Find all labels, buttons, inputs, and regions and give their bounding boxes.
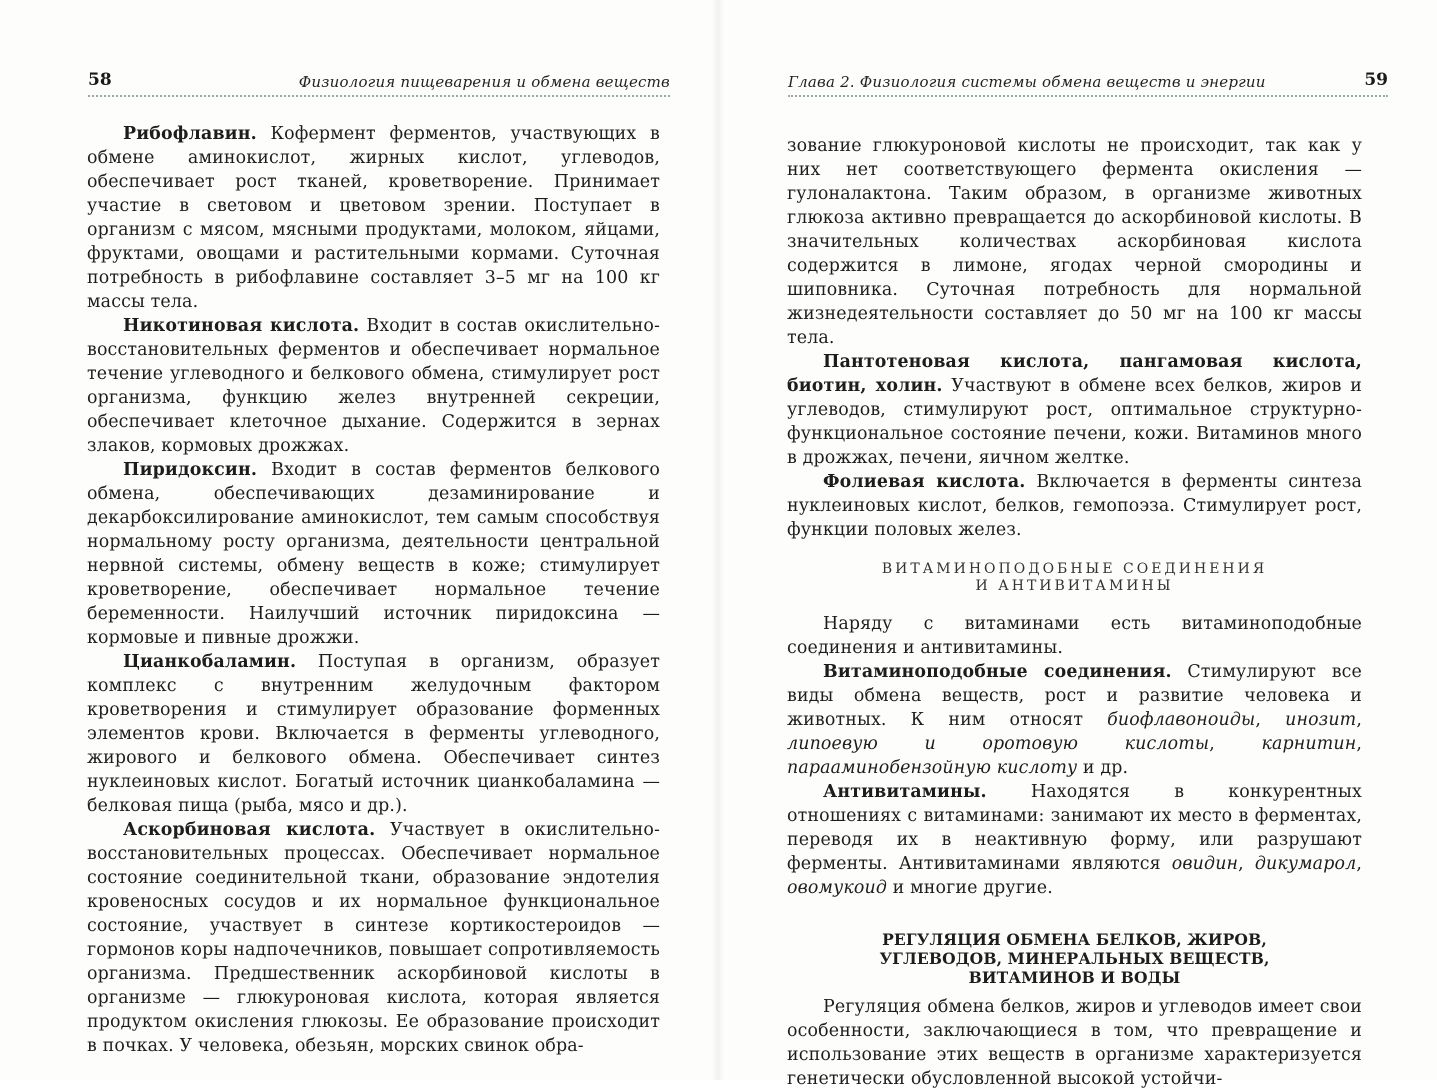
paragraph-text: Входит в состав окислительно-восстановительных ферментов и обеспечивает нормальное течение углеводного и белкового обмена, стимулирует рост организма, функцию желез внутренней секреции, обеспечивает клеточное дыхание. Содержится в зернах злаков, кормовых дрожжах. xyxy=(87,316,660,456)
right-page xyxy=(722,0,1437,1089)
section-heading xyxy=(787,930,1362,987)
right-page-header xyxy=(788,70,1388,96)
term: Витаминоподобные соединения. xyxy=(823,662,1172,682)
paragraph-continuation: зование глюкуроновой кислоты не происходит, так как у них нет соответствующего фермента окисления — гулоналактона. Таким образом, в организме животных глюкоза активно превращается до аскорбиновой кислоты. В значительных количествах аскорбиновая кислота содержится в лимоне, ягодах черной смородины и шиповника. Суточная потребность для нормальной жизнедеятельности составляет до 50 мг на 100 кг массы тела. xyxy=(787,136,1362,348)
heading-line: РЕГУЛЯЦИЯ ОБМЕНА БЕЛКОВ, ЖИРОВ, xyxy=(882,930,1267,949)
section-subheading xyxy=(787,561,1362,595)
subheading-line: ВИТАМИНОПОДОБНЫЕ СОЕДИНЕНИЯ xyxy=(881,561,1268,577)
paragraph-riboflavin xyxy=(87,122,660,314)
paragraph-folic-acid xyxy=(787,470,1362,542)
term: Цианкобаламин. xyxy=(123,652,297,672)
heading-line: ВИТАМИНОВ И ВОДЫ xyxy=(968,968,1181,987)
paragraph-nicotinic-acid xyxy=(87,314,660,458)
paragraph-pantothenic xyxy=(787,350,1362,470)
header-rule xyxy=(88,95,670,97)
paragraph-end: и многие другие. xyxy=(887,878,1053,898)
italic-term: овидин xyxy=(1171,854,1239,874)
separator: , xyxy=(1238,854,1255,874)
paragraph-regulation: Регуляция обмена белков, жиров и углеводов имеет свои особенности, заключающиеся в том, что превращение и использование этих веществ в организме характеризуется генетически обусловленной высокой устойчи- xyxy=(787,997,1362,1089)
left-page xyxy=(0,0,715,1080)
heading-line: УГЛЕВОДОВ, МИНЕРАЛЬНЫХ ВЕЩЕСТВ, xyxy=(879,949,1270,968)
paragraph-end: и др. xyxy=(1077,758,1129,778)
separator: , xyxy=(1356,854,1363,874)
paragraph-text: Находятся в конкурентных отношениях с витаминами: занимают их место в ферментах, переводя их в неактивную форму, или разрушают ферменты. Антивитаминами являются xyxy=(787,782,1362,874)
paragraph-text: Включается в ферменты синтеза нуклеиновых кислот, белков, гемопоэза. Стимулирует рост, функции половых желез. xyxy=(787,472,1363,540)
paragraph-text: Входит в состав ферментов белкового обмена, обеспечивающих дезаминирование и декарбоксилирование аминокислот, тем самым способствуя нормальному росту организма, деятельности центральной нервной системы, обмену веществ в коже; стимулирует кроветворение, обеспечивает нормальное течение беременности. Наилучший источник пиридоксина — кормовые и пивные дрожжи. xyxy=(87,460,660,648)
separator: , xyxy=(1356,734,1363,754)
term: Антивитамины. xyxy=(823,782,987,802)
left-page-header xyxy=(88,70,670,96)
paragraph-cyanocobalamin xyxy=(87,650,660,818)
left-page-body xyxy=(87,122,660,1058)
italic-term: биофлавоноиды xyxy=(1107,710,1256,730)
paragraph-ascorbic-acid xyxy=(87,818,660,1058)
paragraph-intro: Наряду с витаминами есть витаминоподобные соединения и антивитамины. xyxy=(787,614,1362,658)
separator: , xyxy=(1255,710,1286,730)
italic-term: овомукоид xyxy=(787,878,887,898)
running-head: Физиология пищеварения и обмена веществ xyxy=(298,73,670,91)
running-head: Глава 2. Физиология системы обмена веществ и энергии xyxy=(788,73,1266,91)
term: Рибофлавин. xyxy=(123,124,257,144)
right-page-body xyxy=(787,134,1362,1091)
subheading-line: И АНТИВИТАМИНЫ xyxy=(975,578,1174,594)
paragraph-text: Участвуют в обмене всех белков, жиров и углеводов, стимулируют рост, оптимальное структурно-функциональное состояние печени, кожи. Витаминов много в дрожжах, печени, яичном желтке. xyxy=(787,376,1362,468)
page-number: 59 xyxy=(1364,70,1388,90)
italic-term: карнитин xyxy=(1261,734,1357,754)
paragraph-text: Кофермент ферментов, участвующих в обмене аминокислот, жирных кислот, углеводов, обеспечивает рост тканей, кроветворение. Принимает участие в световом и цветовом зрении. Поступает в организм с мясом, мясными продуктами, молоком, яйцами, фруктами, овощами и растительными кормами. Суточная потребность в рибофлавине составляет 3–5 мг на 100 кг массы тела. xyxy=(87,124,660,312)
italic-term: липоевую и оротовую кислоты xyxy=(787,734,1210,754)
italic-term: парааминобензойную кислоту xyxy=(787,758,1078,778)
separator: , xyxy=(1209,734,1262,754)
term: Пантотеновая кислота, пангамовая кислота, биотин, холин. xyxy=(787,352,1362,396)
paragraph-vitamin-like xyxy=(787,660,1362,780)
italic-term: дикумарол xyxy=(1254,854,1357,874)
paragraph-text: Поступая в организм, образует комплекс с внутренним желудочным фактором кроветворения и стимулирует образование форменных элементов крови. Включается в ферменты углеводного, жирового и белкового обмена. Обеспечивает синтез нуклеиновых кислот. Богатый источник цианкобаламина — белковая пища (рыба, мясо и др.). xyxy=(87,652,660,816)
term: Пиридоксин. xyxy=(123,460,258,480)
term: Фолиевая кислота. xyxy=(823,472,1026,492)
header-rule xyxy=(788,95,1388,97)
paragraph-antivitamins xyxy=(787,780,1362,900)
paragraph-text: Стимулируют все виды обмена веществ, рост и развитие человека и животных. К ним относят xyxy=(787,662,1362,730)
italic-term: инозит xyxy=(1285,710,1357,730)
term: Никотиновая кислота. xyxy=(123,316,360,336)
separator: , xyxy=(1356,710,1362,730)
paragraph-text: Участвует в окислительно-восстановительных процессах. Обеспечивает нормальное состояние соединительной ткани, образование эндотелия кровеносных сосудов и их нормальное функциональное состояние, участвует в синтезе кортикостероидов — гормонов коры надпочечников, повышает сопротивляемость организма. Предшественник аскорбиновой кислоты в организме — глюкуроновая кислота, которая является продуктом окисления глюкозы. Ее образование происходит в почках. У человека, обезьян, морских свинок обра- xyxy=(87,820,660,1056)
term: Аскорбиновая кислота. xyxy=(123,820,376,840)
paragraph-pyridoxine xyxy=(87,458,660,650)
page-number: 58 xyxy=(88,70,112,90)
